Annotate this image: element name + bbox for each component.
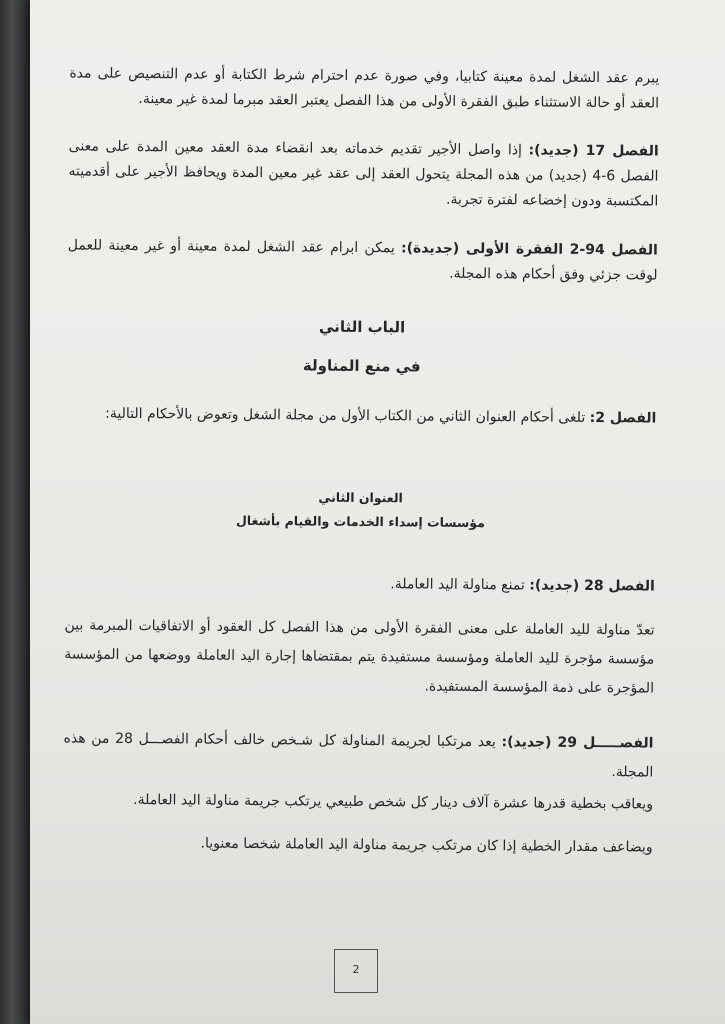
article-2-text: تلغى أحكام العنوان الثاني من الكتاب الأول من مجلة الشغل وتعوض بالأحكام التالية: (105, 405, 590, 426)
paragraph-subcontracting-definition: تعدّ مناولة لليد العاملة على معنى الفقرة الأولى من هذا الفصل كل العقود أو الاتفاقيات المبرمة بين مؤسسة مؤجرة لليد العاملة ومؤسسة مستفيدة يتم بمقتضاها إجارة اليد العاملة ووضعها من المؤسسة المؤجرة على ذمة المؤسسة المستفيدة. (64, 617, 655, 697)
article-28 (65, 569, 655, 599)
article-17 (68, 134, 659, 214)
article-17-text: إذا واصل الأجير تقديم خدماته بعد انقضاء مدة العقد معين المدة على معنى الفصل 6-4 (جديد) من هذه المجلة يتحول العقد إلى عقد غير معين المدة ويحافظ الأجير على أقدميته المكتسبة ودون إخضاعه لفترة تجربة. (68, 138, 659, 210)
section-subtitle: مؤسسات إسداء الخدمات والقيام بأشغال (235, 512, 485, 531)
article-28-text: تمنع مناولة اليد العاملة. (390, 576, 530, 594)
article-94-2 (68, 233, 658, 288)
article-29-text: يعد مرتكبا لجريمة المناولة كل شـخص خالف أحكام الفصـــل 28 من هذه المجلة. (63, 730, 654, 781)
page-number: 2 (334, 949, 378, 993)
article-94-2-text: يمكن ابرام عقد الشغل لمدة معينة أو غير معينة للعمل لوقت جزئي وفق أحكام هذه المجلة. (67, 237, 658, 284)
page-text (63, 0, 660, 856)
article-29 (63, 724, 653, 787)
paragraph-fine-doubled: ويضاعف مقدار الخطية إذا كان مرتكب جريمة مناولة اليد العاملة شخصا معنويا. (200, 835, 653, 856)
document-page (30, 0, 725, 1024)
section-title: العنوان الثاني (318, 489, 403, 506)
article-17-label: الفصل 17 (جديد): (528, 142, 659, 160)
chapter-subtitle: في منع المناولة (302, 356, 421, 376)
article-94-2-label: الفصل 94-2 الفقرة الأولى (جديدة): (400, 240, 658, 259)
chapter-title: الباب الثاني (318, 317, 406, 337)
article-28-label: الفصل 28 (جديد): (529, 577, 655, 595)
paragraph-1: يبرم عقد الشغل لمدة معينة كتابيا، وفي صورة عدم احترام شرط الكتابة أو عدم التنصيص على مدة العقد أو حالة الاستثناء طبق الفقرة الأولى من هذا الفصل يعتبر العقد مبرما لمدة غير معينة. (69, 65, 660, 112)
article-2 (66, 401, 656, 431)
article-29-label: الفصـــــل 29 (جديد): (501, 734, 654, 752)
article-2-label: الفصل 2: (589, 409, 657, 427)
paragraph-fine: ويعاقب بخطية قدرها عشرة آلاف دينار كل شخص طبيعي يرتكب جريمة مناولة اليد العاملة. (133, 792, 654, 813)
